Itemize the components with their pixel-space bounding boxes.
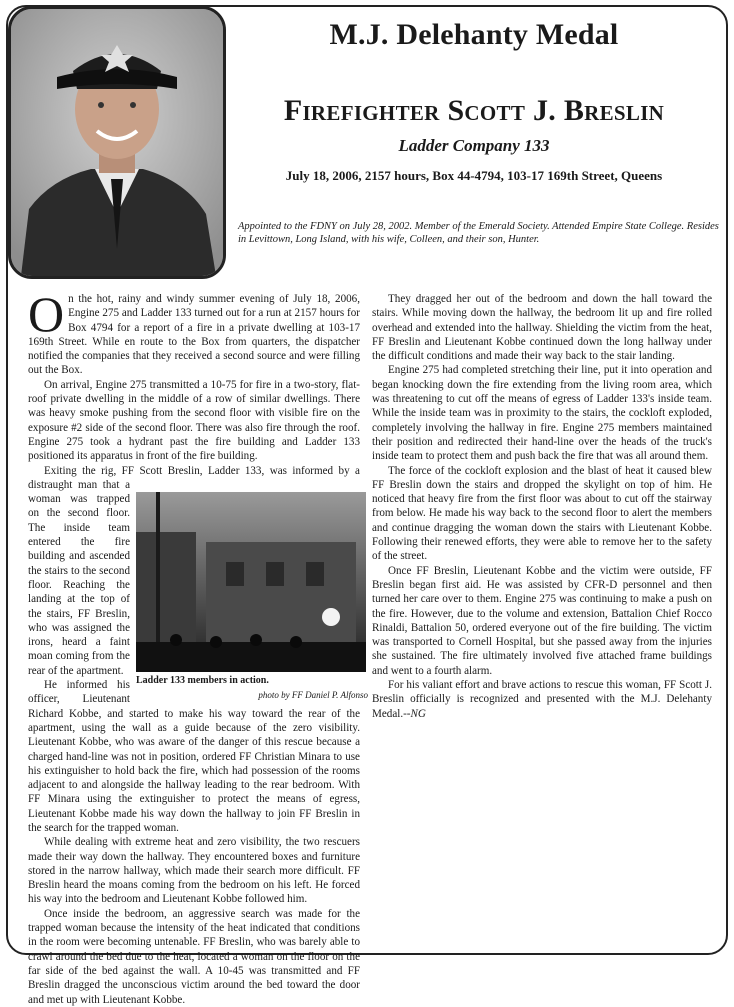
author-initials: NG — [410, 707, 426, 720]
medal-title: M.J. Delehanty Medal — [329, 18, 619, 51]
bio-text: Appointed to the FDNY on July 28, 2002. Member of the Emerald Society. Attended Empire State College. Resides in Levittown, Long Island, with his wife, Colleen, and their son, Hunter. — [238, 221, 719, 245]
incident-details: July 18, 2006, 2157 hours, Box 44-4794, 103-17 169th Street, Queens — [285, 168, 663, 183]
fire-photo-image — [136, 492, 366, 672]
firefighter-portrait — [8, 6, 226, 279]
paragraph-2: On arrival, Engine 275 transmitted a 10-75 for fire in a two-story, flat-roof private dwelling in the middle of a row of similar dwellings. There was heavy smoke pushing from the second floor with visible fire on the exposure #2 side of the second floor. There was also fire through the roof. Engine 275 took a hydrant past the fire building and Ladder 133 positioned its apparatus in front of the fire building. — [28, 378, 360, 463]
article-column-left — [28, 286, 368, 1006]
photo-credit: photo by FF Daniel P. Alfonso — [258, 689, 368, 700]
article-column-right — [372, 292, 712, 932]
paragraph-3: Exiting the rig, FF Scott Breslin, Ladder 133, was informed by a distraught man that a woman was trapped on the second floor. The inside team entered the fire building and ascended the stairs to the second floor. Reaching the landing at the top of the stairs, FF Breslin, who was assigned the irons, heard a faint moan coming from the rear of the apartment. — [28, 464, 360, 677]
paragraph-1: On the hot, rainy and windy summer evening of July 18, 2006, Engine 275 and Ladder 133 turned out for a run at 2157 hours for Box 4794 for a report of a fire in a private dwelling at 103-17 169th Street. While en route to the Box from quarters, the dispatcher notified the companies that they received a second source and were filling out the Box. — [28, 286, 360, 377]
drop-cap: O — [28, 286, 65, 342]
paragraph-8: Engine 275 had completed stretching their line, put it into operation and began knocking down the fire extending from the living room area, which was threatening to cut off the means of egress of Ladder 133's inside team. While the inside team was in proximity to the stairs, the cockloft exploded, completely involving the hallway in fire. Engine 275 members maintained their position and redirected their hand-line over the heads of the truck's inside team to protect them and push back the fire that was all around them. — [372, 364, 712, 463]
portrait-image — [11, 9, 223, 276]
fire-photo — [136, 492, 366, 672]
paragraph-6: Once inside the bedroom, an aggressive search was made for the trapped woman because the intensity of the heat indicated that conditions in the room were becoming untenable. FF Breslin, who was barely able to crawl around the bed due to the heat, located a woman on the floor on the far side of the bed against the wall. A 10-45 was transmitted and FF Breslin dragged the unconscious victim around the bed toward the door and met up with Lieutenant Kobbe. — [28, 907, 360, 1006]
photo-caption: Ladder 133 members in action. — [136, 674, 269, 686]
paragraph-9: The force of the cockloft explosion and the blast of heat it caused blew FF Breslin down the stairs and dropped the skylight on top of him. He noticed that heavy fire from the first floor was about to cut off the stairway from below. He made his way back to the second floor to alert the members and continue dragging the woman down the stairs with Lieutenant Kobbe. Following their renewed efforts, they were able to remove her to the safety of the street. — [372, 464, 712, 563]
fire-photo-block — [136, 492, 368, 703]
paragraph-4: He informed his officer, Lieutenant Richard Kobbe, and started to make his way toward the rear of the apartment, using the wall as a guide because of the zero visibility. Lieutenant Kobbe, who was aware of the danger of this rescue because a charged hand-line was not in position, ordered FF Christian Minara to use his extinguisher to hold back the fire, which had possession of the rooms adjacent to and alongside the hallway leading to the rear bedroom. With FF Minara using the extinguisher to protect the means of egress, Lieutenant Kobbe made his way down the hallway to join FF Breslin in the search for the trapped woman. — [28, 679, 360, 834]
company-name: Ladder Company 133 — [398, 136, 550, 155]
person-name: Firefighter Scott J. Breslin — [283, 94, 665, 127]
paragraph-10: Once FF Breslin, Lieutenant Kobbe and the victim were outside, FF Breslin began first aid. He was assisted by CFR-D personnel and then turned her care over to them. Engine 275 was continuing to make a push on the fire. However, due to the volume and extension, Battalion Chief Rocco Rinaldi, Battalion 50, ordered everyone out of the fire building. The victim was transported to Cornell Hospital, but she passed away from the injuries she sustained. The fire ultimately involved five attached frame buildings and went to a fourth alarm. — [372, 564, 712, 677]
paragraph-11: For his valiant effort and brave actions to rescue this woman, FF Scott J. Breslin officially is recognized and presented with the M.J. Delehanty Medal.--NG — [372, 679, 712, 720]
paragraph-7: They dragged her out of the bedroom and down the hall toward the stairs. While moving down the hallway, the bedroom lit up and fire rolled overhead and extended into the hallway. Shielding the victim from the heat, FF Breslin and Lieutenant Kobbe continued down the long hallway under the difficult conditions and made their way back to the stair landing. — [372, 293, 712, 363]
paragraph-5: While dealing with extreme heat and zero visibility, the two rescuers made their way down the hallway. They encountered boxes and furniture stored in the narrow hallway, which made their search more difficult. FF Breslin heard the moans coming from the bedroom on his left. He forced his way into the bedroom and Lieutenant Kobbe followed him. — [28, 836, 360, 906]
